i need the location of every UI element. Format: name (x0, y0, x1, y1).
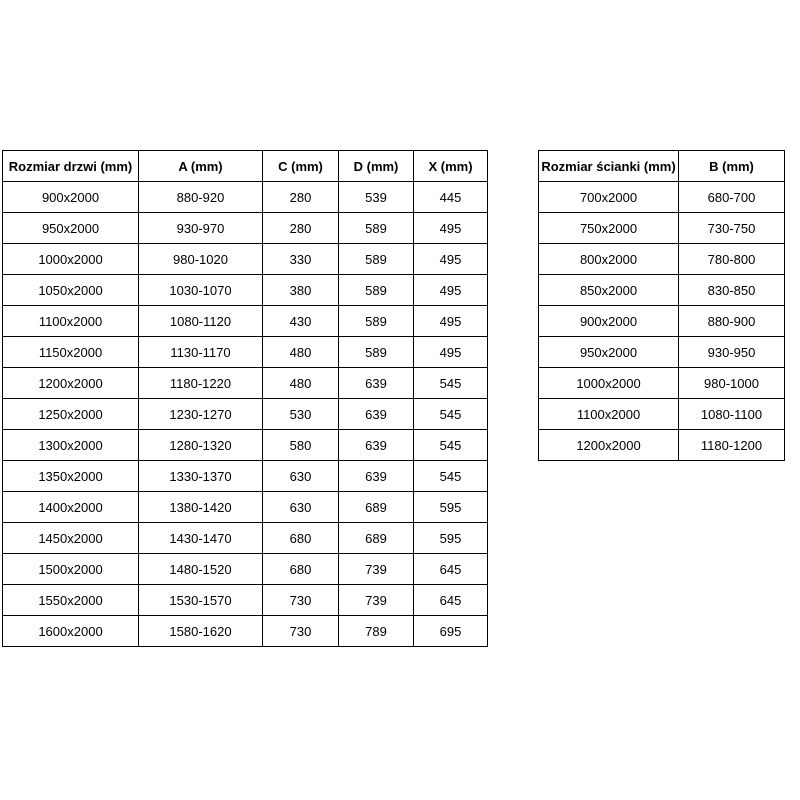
table-cell: 1100x2000 (539, 399, 679, 430)
table-cell: 330 (263, 244, 339, 275)
table-cell: 900x2000 (539, 306, 679, 337)
table-row (3, 306, 488, 337)
table-cell: 689 (339, 492, 414, 523)
table-row (539, 337, 785, 368)
table-cell: 1580-1620 (139, 616, 263, 647)
table-cell: 1280-1320 (139, 430, 263, 461)
table-row (3, 554, 488, 585)
table-cell: 800x2000 (539, 244, 679, 275)
table-cell: 900x2000 (3, 182, 139, 213)
table-cell: 630 (263, 461, 339, 492)
table-cell: 495 (414, 337, 488, 368)
table-cell: 1350x2000 (3, 461, 139, 492)
table-cell: 280 (263, 213, 339, 244)
table-cell: 430 (263, 306, 339, 337)
column-header: Rozmiar drzwi (mm) (3, 151, 139, 182)
table-cell: 645 (414, 554, 488, 585)
table-cell: 589 (339, 213, 414, 244)
table-row (3, 213, 488, 244)
table-cell: 580 (263, 430, 339, 461)
table-row (539, 275, 785, 306)
table-row (3, 399, 488, 430)
table-cell: 1250x2000 (3, 399, 139, 430)
table-cell: 980-1020 (139, 244, 263, 275)
table-row (539, 368, 785, 399)
table-cell: 1400x2000 (3, 492, 139, 523)
table-cell: 545 (414, 368, 488, 399)
table-cell: 1150x2000 (3, 337, 139, 368)
table-cell: 880-900 (679, 306, 785, 337)
table-row (3, 523, 488, 554)
table-cell: 1200x2000 (3, 368, 139, 399)
column-header: A (mm) (139, 151, 263, 182)
table-cell: 1530-1570 (139, 585, 263, 616)
table-cell: 1080-1100 (679, 399, 785, 430)
table-cell: 730 (263, 585, 339, 616)
table-cell: 1000x2000 (539, 368, 679, 399)
table-cell: 930-950 (679, 337, 785, 368)
table-cell: 1180-1200 (679, 430, 785, 461)
column-header: X (mm) (414, 151, 488, 182)
table-cell: 680 (263, 554, 339, 585)
table-cell: 739 (339, 554, 414, 585)
table-row (3, 461, 488, 492)
table-row (539, 244, 785, 275)
table-cell: 1380-1420 (139, 492, 263, 523)
table-row (3, 616, 488, 647)
table-cell: 730 (263, 616, 339, 647)
column-header: Rozmiar ścianki (mm) (539, 151, 679, 182)
table-cell: 950x2000 (539, 337, 679, 368)
table-cell: 780-800 (679, 244, 785, 275)
table-cell: 280 (263, 182, 339, 213)
table-cell: 589 (339, 306, 414, 337)
table-cell: 1050x2000 (3, 275, 139, 306)
table-row (539, 430, 785, 461)
table-cell: 445 (414, 182, 488, 213)
table-cell: 980-1000 (679, 368, 785, 399)
table-cell: 1300x2000 (3, 430, 139, 461)
table-cell: 539 (339, 182, 414, 213)
table-cell: 495 (414, 306, 488, 337)
table-cell: 1030-1070 (139, 275, 263, 306)
table-cell: 1330-1370 (139, 461, 263, 492)
table-cell: 589 (339, 337, 414, 368)
table-cell: 680 (263, 523, 339, 554)
table-cell: 595 (414, 523, 488, 554)
table-cell: 695 (414, 616, 488, 647)
table-cell: 639 (339, 368, 414, 399)
table-cell: 589 (339, 244, 414, 275)
wall-table-header-row (539, 151, 785, 182)
table-cell: 1600x2000 (3, 616, 139, 647)
table-cell: 639 (339, 430, 414, 461)
table-cell: 545 (414, 461, 488, 492)
table-cell: 1180-1220 (139, 368, 263, 399)
table-row (3, 275, 488, 306)
table-row (3, 182, 488, 213)
wall-panel-size-table (538, 150, 785, 461)
table-cell: 1550x2000 (3, 585, 139, 616)
door-table-header-row (3, 151, 488, 182)
table-row (3, 244, 488, 275)
table-cell: 1500x2000 (3, 554, 139, 585)
table-cell: 1230-1270 (139, 399, 263, 430)
table-cell: 1480-1520 (139, 554, 263, 585)
table-cell: 880-920 (139, 182, 263, 213)
table-cell: 495 (414, 244, 488, 275)
table-row (539, 213, 785, 244)
table-row (3, 585, 488, 616)
table-cell: 530 (263, 399, 339, 430)
table-cell: 950x2000 (3, 213, 139, 244)
table-cell: 639 (339, 399, 414, 430)
column-header: D (mm) (339, 151, 414, 182)
table-cell: 1450x2000 (3, 523, 139, 554)
table-cell: 480 (263, 337, 339, 368)
table-cell: 789 (339, 616, 414, 647)
table-cell: 639 (339, 461, 414, 492)
table-cell: 595 (414, 492, 488, 523)
table-cell: 850x2000 (539, 275, 679, 306)
table-cell: 645 (414, 585, 488, 616)
table-cell: 689 (339, 523, 414, 554)
table-cell: 1130-1170 (139, 337, 263, 368)
door-size-table (2, 150, 488, 647)
table-cell: 1100x2000 (3, 306, 139, 337)
table-row (539, 306, 785, 337)
table-cell: 480 (263, 368, 339, 399)
table-cell: 1080-1120 (139, 306, 263, 337)
column-header: C (mm) (263, 151, 339, 182)
table-row (539, 182, 785, 213)
table-row (3, 337, 488, 368)
table-cell: 495 (414, 213, 488, 244)
table-cell: 380 (263, 275, 339, 306)
table-cell: 545 (414, 430, 488, 461)
table-cell: 730-750 (679, 213, 785, 244)
table-row (3, 430, 488, 461)
table-cell: 739 (339, 585, 414, 616)
table-cell: 700x2000 (539, 182, 679, 213)
table-cell: 930-970 (139, 213, 263, 244)
table-cell: 630 (263, 492, 339, 523)
table-cell: 545 (414, 399, 488, 430)
table-row (539, 399, 785, 430)
table-cell: 1200x2000 (539, 430, 679, 461)
table-cell: 1000x2000 (3, 244, 139, 275)
table-cell: 830-850 (679, 275, 785, 306)
column-header: B (mm) (679, 151, 785, 182)
table-cell: 495 (414, 275, 488, 306)
table-cell: 680-700 (679, 182, 785, 213)
table-cell: 1430-1470 (139, 523, 263, 554)
table-row (3, 492, 488, 523)
table-cell: 589 (339, 275, 414, 306)
table-cell: 750x2000 (539, 213, 679, 244)
table-row (3, 368, 488, 399)
